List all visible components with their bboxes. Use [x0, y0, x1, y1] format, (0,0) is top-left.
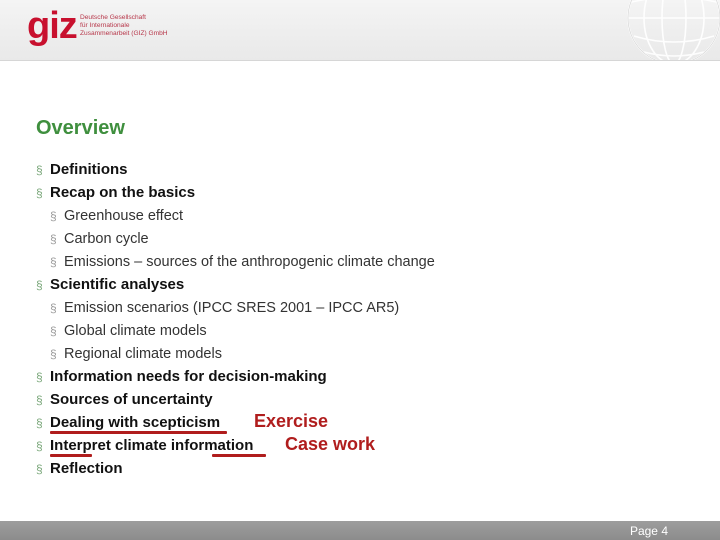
outline-subitem: [36, 296, 696, 319]
outline-item: [36, 181, 696, 204]
outline-item: [36, 365, 696, 388]
outline-item-text: Definitions: [50, 161, 128, 178]
outline-item-text: Dealing with scepticism: [50, 414, 221, 431]
outline-item: [36, 158, 696, 181]
outline-item: [36, 411, 696, 434]
outline-subitem-text: Global climate models: [64, 322, 207, 339]
slide-title: Overview: [36, 117, 125, 139]
bullet-icon: §: [36, 438, 43, 453]
case-work-tag: Case work: [285, 434, 376, 454]
outline-subitem: [36, 227, 696, 250]
giz-logo-text: [80, 14, 168, 38]
outline-item-text: Scientific analyses: [50, 276, 185, 293]
logo-line-3: Zusammenarbeit (GIZ) GmbH: [80, 30, 168, 37]
outline-subitem-text: Emission scenarios (IPCC SRES 2001 – IPCC AR5): [64, 299, 400, 316]
slide-header: [0, 0, 720, 61]
outline-subitem-text: Regional climate models: [64, 345, 222, 362]
outline-item-text: Sources of uncertainty: [50, 391, 213, 408]
logo-line-1: Deutsche Gesellschaft: [80, 14, 146, 21]
page-number: Page 4: [629, 524, 668, 538]
bullet-icon: §: [36, 185, 43, 200]
bullet-icon: §: [50, 231, 57, 246]
bullet-icon: §: [36, 369, 43, 384]
outline-item: [36, 457, 696, 480]
outline-item: [36, 273, 696, 296]
outline-item-text: Recap on the basics: [50, 184, 196, 201]
outline-subitem-text: Carbon cycle: [64, 230, 149, 247]
globe-icon: [612, 0, 720, 60]
bullet-icon: §: [36, 277, 43, 292]
bullet-icon: §: [50, 208, 57, 223]
outline-item-text: Interpret climate information: [50, 437, 254, 454]
outline-subitem: [36, 319, 696, 342]
bullet-icon: §: [50, 254, 57, 269]
bullet-icon: §: [50, 323, 57, 338]
bullet-icon: §: [36, 415, 43, 430]
outline-subitem: [36, 342, 696, 365]
bullet-icon: §: [50, 346, 57, 361]
outline-item: [36, 388, 696, 411]
outline-subitem-text: Emissions – sources of the anthropogenic climate change: [64, 253, 435, 270]
giz-logo: giz: [27, 5, 77, 47]
bullet-icon: §: [50, 300, 57, 315]
outline-item: [36, 434, 696, 457]
bullet-icon: §: [36, 392, 43, 407]
bullet-icon: §: [36, 162, 43, 177]
outline-item-text: Reflection: [50, 460, 123, 477]
outline-subitem: [36, 250, 696, 273]
exercise-tag: Exercise: [254, 411, 329, 431]
outline-item-text: Information needs for decision-making: [50, 368, 327, 385]
slide-footer: [0, 521, 720, 540]
outline-subitem-text: Greenhouse effect: [64, 207, 184, 224]
logo-line-2: für Internationale: [80, 22, 130, 29]
outline-subitem: [36, 204, 696, 227]
bullet-icon: §: [36, 461, 43, 476]
overview-outline: [36, 158, 696, 480]
